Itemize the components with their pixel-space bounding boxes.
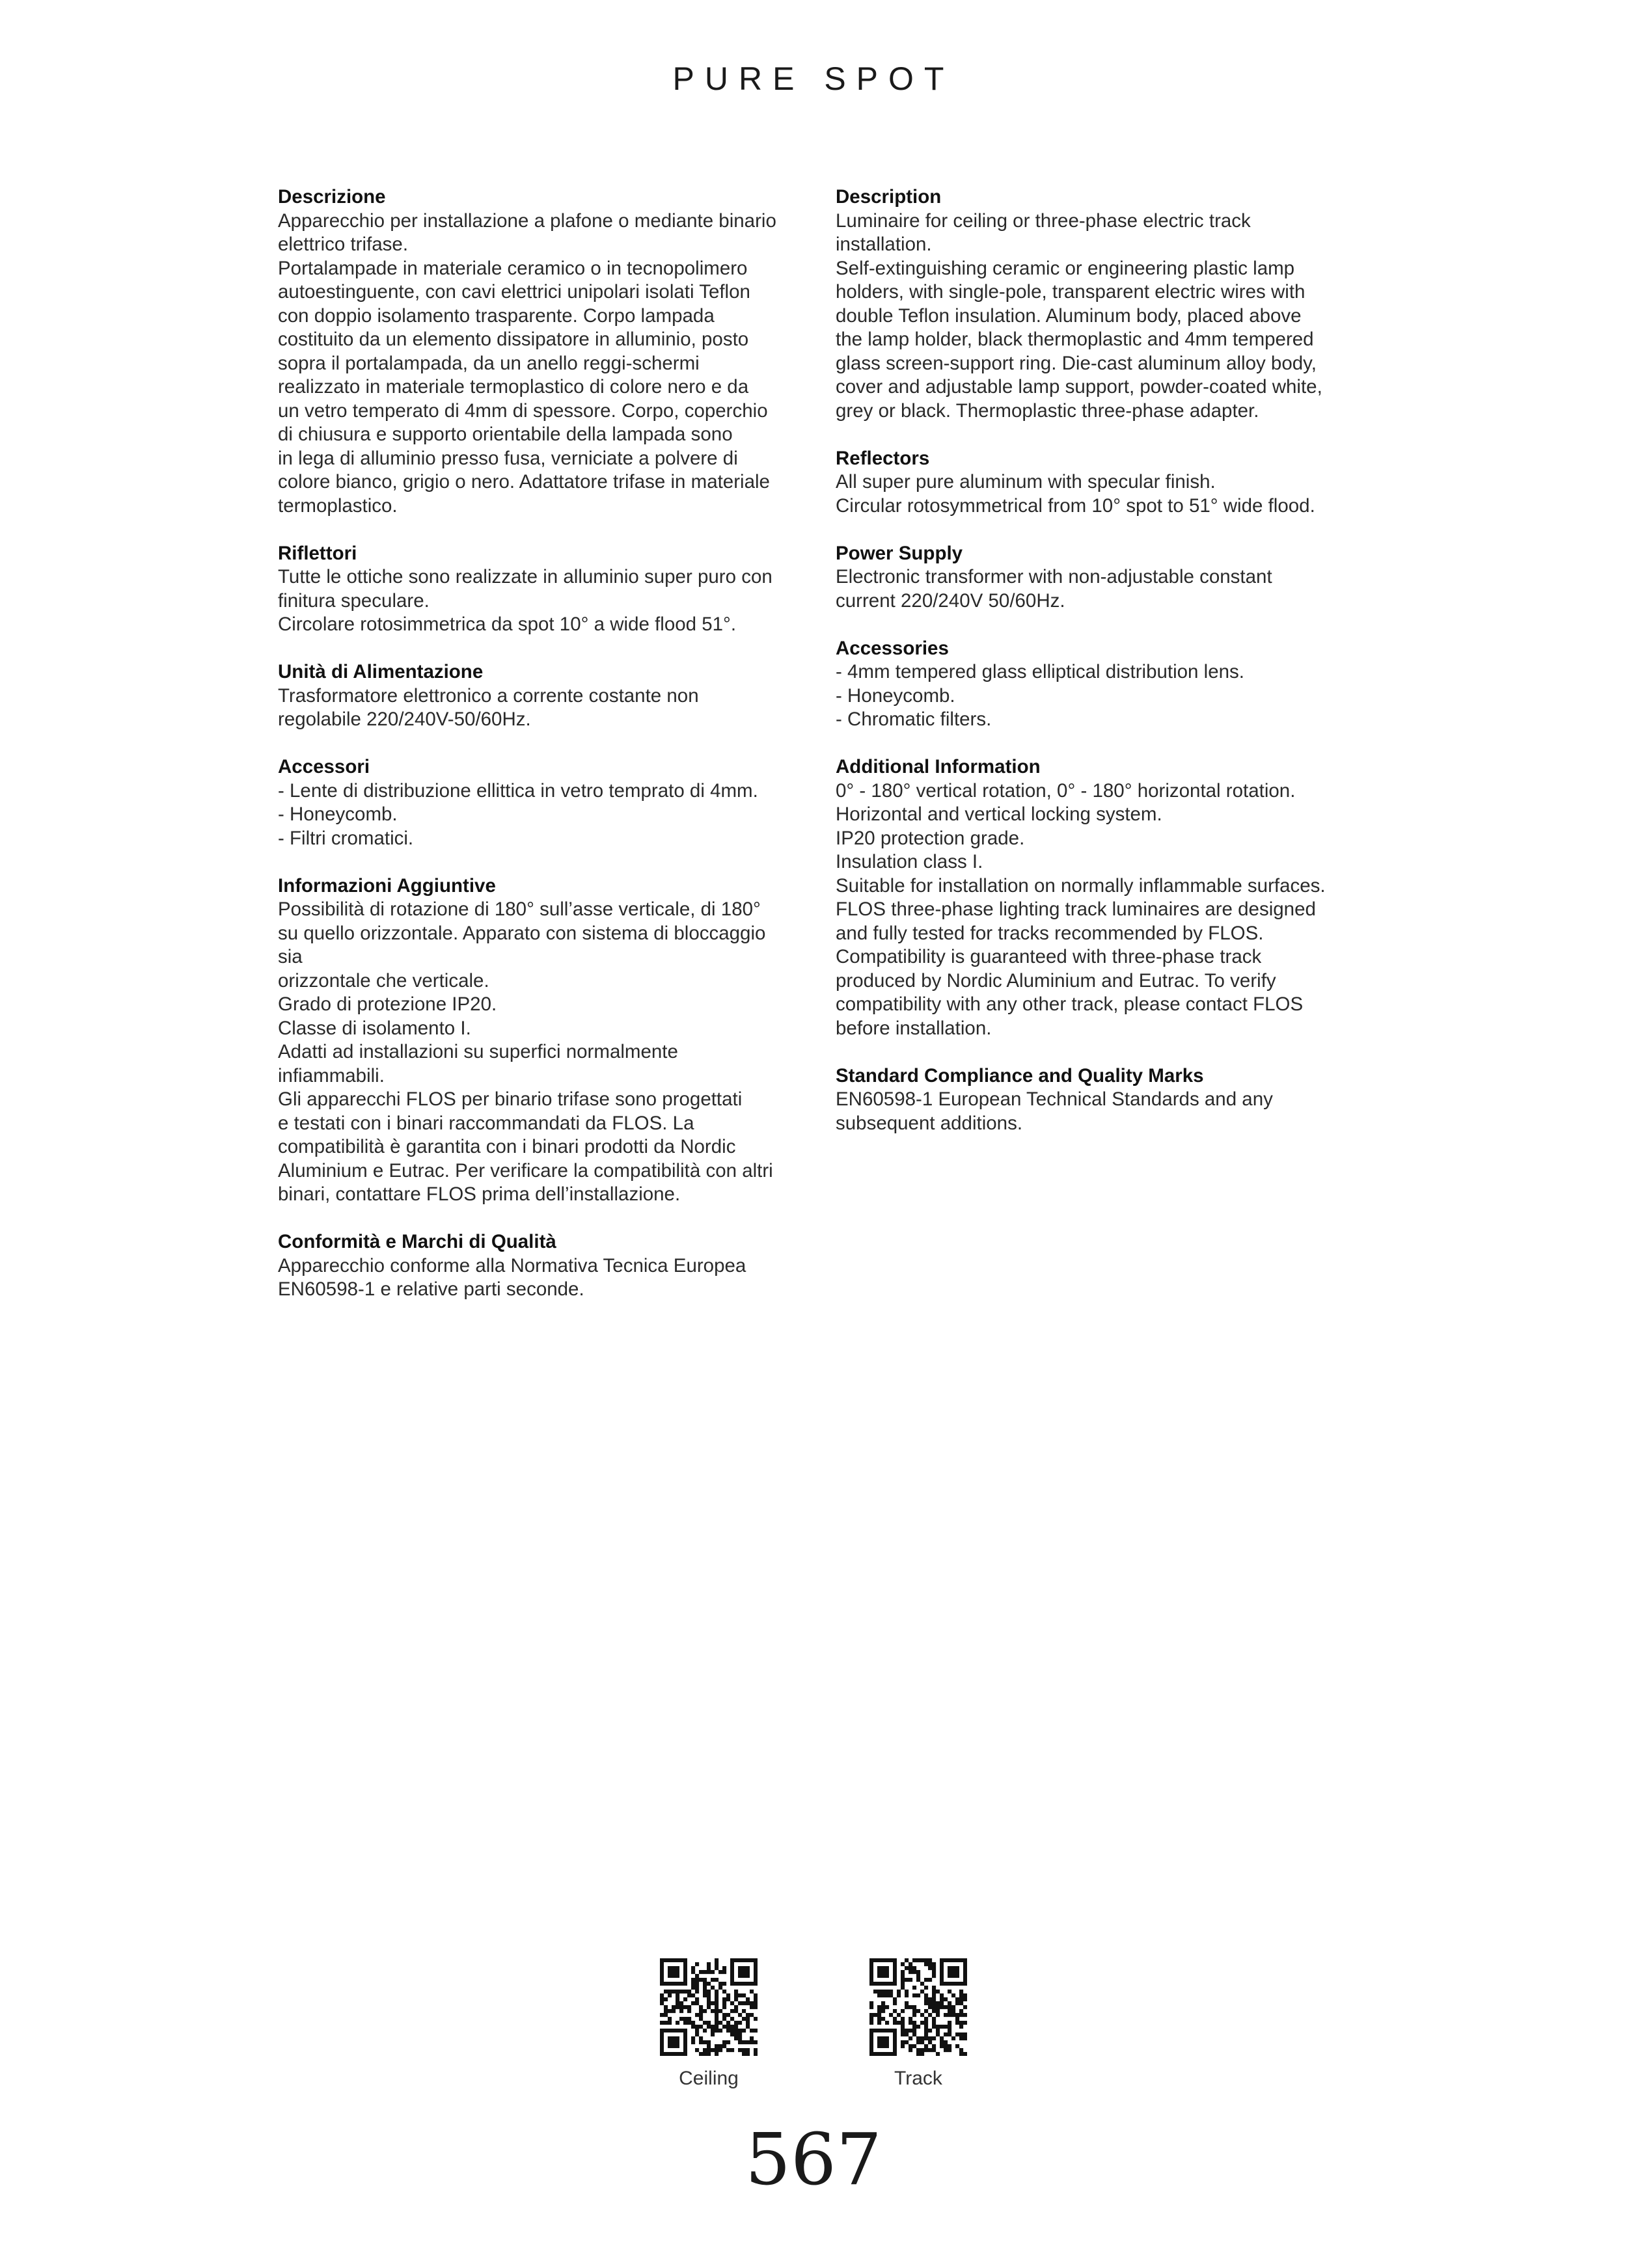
section	[278, 874, 799, 1207]
section	[278, 1230, 799, 1302]
section	[836, 542, 1356, 614]
section	[836, 755, 1356, 1040]
section-heading: Additional Information	[836, 756, 1041, 777]
text-line: elettrico trifase.	[278, 234, 409, 255]
text-line: EN60598-1 e relative parti seconde.	[278, 1278, 584, 1300]
text-line: Suitable for installation on normally inflammable surfaces.	[836, 874, 1326, 897]
text-line: Horizontal and vertical locking system.	[836, 803, 1162, 825]
qr-code-icon[interactable]	[869, 1958, 967, 2056]
text-line: orizzontale che verticale.	[278, 969, 489, 992]
text-line: Self-extinguishing ceramic or engineering plastic lamp	[836, 257, 1295, 279]
text-line: installation.	[836, 234, 932, 255]
page-title: PURE SPOT	[672, 61, 955, 97]
text-line: Possibilità di rotazione di 180° sull’asse verticale, di 180°	[278, 898, 761, 920]
text-line: - Honeycomb.	[836, 684, 955, 707]
text-line: termoplastico.	[278, 494, 398, 517]
text-line: current 220/240V 50/60Hz.	[836, 589, 1065, 612]
text-line: di chiusura e supporto orientabile della lampada sono	[278, 424, 733, 445]
text-line: before installation.	[836, 1017, 992, 1039]
text-line: finitura speculare.	[278, 589, 430, 612]
text-line: Classe di isolamento I.	[278, 1017, 471, 1039]
section-heading: Standard Compliance and Quality Marks	[836, 1064, 1204, 1087]
text-line: EN60598-1 European Technical Standards and any	[836, 1088, 1273, 1110]
text-line: Luminaire for ceiling or three-phase electric track	[836, 209, 1251, 232]
section-heading: Accessories	[836, 637, 949, 659]
text-line: autoestinguente, con cavi elettrici unipolari isolati Teflon	[278, 281, 750, 303]
text-line: produced by Nordic Aluminium and Eutrac. To verify	[836, 969, 1276, 992]
section-heading: Accessori	[278, 756, 370, 777]
text-line: sia	[278, 946, 303, 967]
section	[278, 185, 799, 518]
text-line: su quello orizzontale. Apparato con sistema di bloccaggio	[278, 922, 766, 944]
text-line: IP20 protection grade.	[836, 827, 1025, 849]
text-line: 0° - 180° vertical rotation, 0° - 180° horizontal rotation.	[836, 779, 1296, 802]
section-heading: Power Supply	[836, 542, 963, 564]
qr-track[interactable]	[853, 1958, 983, 2090]
text-line: - Filtri cromatici.	[278, 827, 414, 849]
text-line: Electronic transformer with non-adjustable constant	[836, 566, 1272, 587]
text-line: regolabile 220/240V-50/60Hz.	[278, 709, 531, 730]
section-heading: Description	[836, 186, 942, 208]
text-line: - Chromatic filters.	[836, 709, 992, 730]
section-heading: Descrizione	[278, 186, 386, 208]
text-line: binari, contattare FLOS prima dell’installazione.	[278, 1183, 681, 1205]
text-line: grey or black. Thermoplastic three-phase adapter.	[836, 399, 1259, 422]
section	[836, 185, 1356, 423]
text-line: FLOS three-phase lighting track luminaires are designed	[836, 898, 1316, 920]
text-line: compatibility with any other track, please contact FLOS	[836, 993, 1304, 1015]
text-line: sopra il portalampada, da un anello reggi-schermi	[278, 352, 700, 374]
text-line: - Lente di distribuzione ellittica in vetro temprato di 4mm.	[278, 779, 758, 802]
text-line: Portalampade in materiale ceramico o in tecnopolimero	[278, 257, 748, 279]
qr-label-track: Track	[894, 2068, 942, 2089]
text-line: Tutte le ottiche sono realizzate in alluminio super puro con	[278, 566, 772, 587]
text-line: double Teflon insulation. Aluminum body, placed above	[836, 304, 1302, 327]
text-line: - Honeycomb.	[278, 803, 398, 825]
text-line: un vetro temperato di 4mm di spessore. Corpo, coperchio	[278, 399, 768, 422]
text-line: the lamp holder, black thermoplastic and 4mm tempered	[836, 329, 1314, 350]
page-number: 567	[745, 2118, 882, 2201]
qr-label-ceiling: Ceiling	[679, 2068, 739, 2089]
section-heading: Reflectors	[836, 447, 930, 469]
text-line: holders, with single-pole, transparent electric wires with	[836, 281, 1306, 303]
text-line: Apparecchio conforme alla Normativa Tecnica Europea	[278, 1254, 746, 1276]
text-line: colore bianco, grigio o nero. Adattatore trifase in materiale	[278, 471, 770, 493]
section	[836, 447, 1356, 519]
text-line: costituito da un elemento dissipatore in alluminio, posto	[278, 329, 749, 350]
text-line: infiammabili.	[278, 1064, 385, 1087]
section-heading: Informazioni Aggiuntive	[278, 874, 496, 897]
text-line: e testati con i binari raccommandati da FLOS. La	[278, 1112, 694, 1134]
section	[278, 542, 799, 637]
text-line: compatibilità è garantita con i binari prodotti da Nordic	[278, 1136, 736, 1157]
section-heading: Conformità e Marchi di Qualità	[278, 1231, 556, 1252]
section	[278, 660, 799, 732]
italian-column	[278, 185, 799, 1325]
text-line: and fully tested for tracks recommended by FLOS.	[836, 922, 1264, 944]
text-line: Grado di protezione IP20.	[278, 993, 497, 1015]
text-line: realizzato in materiale termoplastico di colore nero e da	[278, 376, 749, 398]
text-line: Apparecchio per installazione a plafone o mediante binario	[278, 209, 776, 232]
english-column	[836, 185, 1356, 1159]
text-line: Compatibility is guaranteed with three-phase track	[836, 946, 1262, 967]
text-line: cover and adjustable lamp support, powder-coated white,	[836, 376, 1322, 398]
section-heading: Riflettori	[278, 542, 357, 564]
text-line: Aluminium e Eutrac. Per verificare la compatibilità con altri	[278, 1159, 773, 1181]
text-line: All super pure aluminum with specular finish.	[836, 471, 1216, 493]
text-line: Gli apparecchi FLOS per binario trifase sono progettati	[278, 1088, 743, 1110]
qr-code-icon[interactable]	[660, 1958, 758, 2056]
text-line: Trasformatore elettronico a corrente costante non	[278, 684, 699, 707]
text-line: subsequent additions.	[836, 1112, 1023, 1134]
section	[836, 637, 1356, 732]
section-heading: Unità di Alimentazione	[278, 661, 484, 682]
text-line: Insulation class I.	[836, 851, 983, 872]
text-line: Adatti ad installazioni su superfici normalmente	[278, 1041, 678, 1062]
text-line: glass screen-support ring. Die-cast aluminum alloy body,	[836, 352, 1317, 374]
text-line: - 4mm tempered glass elliptical distribution lens.	[836, 661, 1244, 682]
text-line: con doppio isolamento trasparente. Corpo lampada	[278, 304, 715, 327]
text-line: Circolare rotosimmetrica da spot 10° a wide flood 51°.	[278, 614, 737, 635]
section	[278, 755, 799, 850]
text-line: in lega di alluminio presso fusa, verniciate a polvere di	[278, 447, 738, 469]
text-line: Circular rotosymmetrical from 10° spot to 51° wide flood.	[836, 494, 1315, 517]
section	[836, 1064, 1356, 1136]
qr-ceiling[interactable]	[644, 1958, 774, 2090]
